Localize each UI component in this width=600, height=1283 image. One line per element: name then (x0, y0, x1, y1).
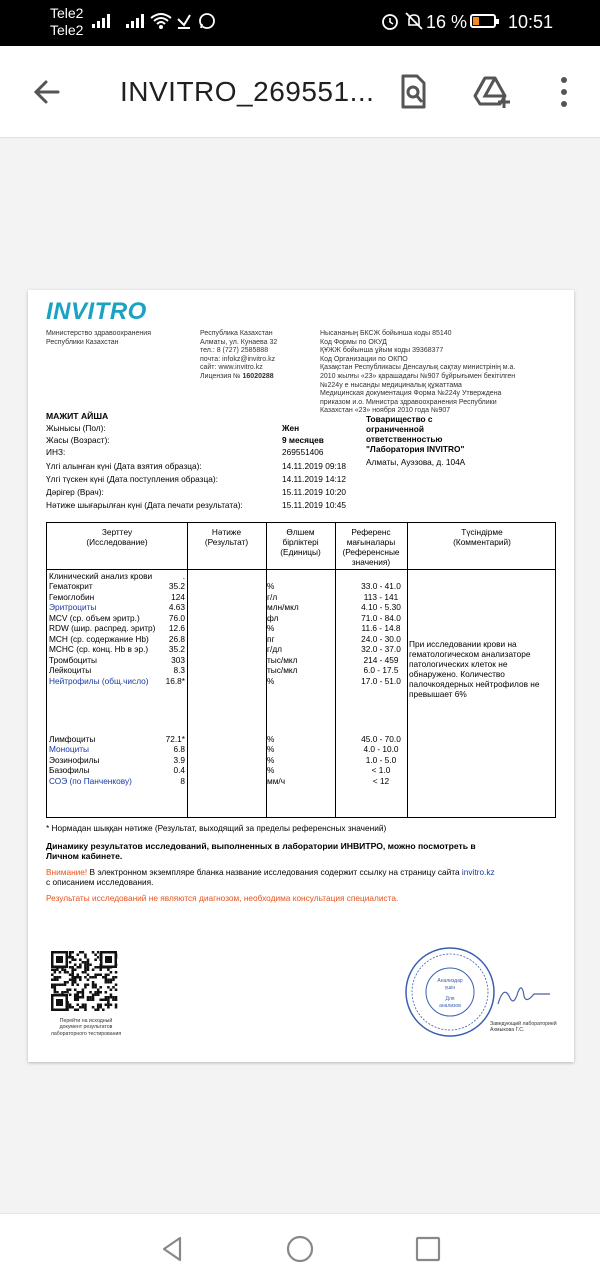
test-name: Лейкоциты (49, 665, 92, 675)
test-value: 12.6 (168, 623, 185, 633)
header-units: Өлшем бірліктері (Единицы) (280, 527, 321, 557)
test-reference: 6.0 - 17.5 (363, 665, 399, 675)
info-value: 9 месяцев (282, 435, 324, 445)
test-value: 0.4 (173, 765, 185, 775)
info-value: 15.11.2019 10:20 (282, 487, 346, 497)
signal-icon (126, 12, 144, 28)
invitro-logo: INVITRO (46, 298, 147, 325)
document-title: INVITRO_269551... (120, 76, 375, 107)
header-result: Нәтиже (Результат) (204, 527, 249, 547)
info-label: Дәрігер (Врач): (46, 487, 104, 497)
test-unit: % (267, 744, 275, 754)
patient-name: МАЖИТ АЙША (46, 411, 109, 421)
lab-comment: При исследовании крови на гематологическом анализаторе патологических клеток не обнаружено. Количество палочкоядерных нейтрофилов не превышает 6% (409, 639, 540, 699)
test-value: 35.2 (168, 581, 185, 591)
table-row[interactable] (47, 744, 557, 755)
test-name: RDW (шир. распред. эритр) (49, 623, 156, 633)
test-reference: < 12 (372, 776, 390, 786)
test-reference: 4.0 - 10.0 (363, 744, 399, 754)
wifi-icon (150, 12, 172, 30)
navigation-bar (0, 1213, 600, 1283)
attention-note: Внимание! В электронном экземпляре бланка название исследования содержит ссылку на страницу сайта invitro.kz с описанием исследования. (46, 867, 495, 887)
test-name: Нейтрофилы (общ.число) (49, 676, 149, 686)
drive-add-icon[interactable] (472, 72, 512, 112)
test-name: СОЭ (по Панченкову) (49, 776, 132, 786)
info-label: Үлгі алынған күні (Дата взятия образца): (46, 461, 202, 471)
test-unit: % (267, 676, 275, 686)
info-value: 269551406 (282, 447, 324, 457)
arrow-left-icon[interactable] (28, 74, 64, 110)
info-value: Жен (282, 423, 300, 433)
app-bar (0, 46, 600, 138)
qr-caption: Перейти на исходный документ результатов лабораторного тестирования (50, 1018, 122, 1037)
battery-percent: 16 % (426, 12, 468, 32)
test-reference: 33.0 - 41.0 (361, 581, 401, 591)
test-value: 8 (180, 776, 185, 786)
carrier-1: Tele2 (50, 5, 84, 21)
test-unit: млн/мкл (267, 602, 299, 612)
dynamics-note: Динамику результатов исследований, выполненных в лаборатории ИНВИТРО, можно посмотреть в Личном кабинете. (46, 841, 476, 861)
test-name: Клинический анализ крови (49, 571, 153, 581)
header-comment: Түсіндірме (Комментарий) (453, 527, 511, 547)
test-value: 72.1* (165, 734, 185, 744)
clock: 10:51 (508, 12, 554, 32)
test-unit: тыс/мкл (267, 665, 298, 675)
test-reference: < 1.0 (371, 765, 391, 775)
test-reference: 11.6 - 14.8 (361, 623, 401, 633)
info-label: Үлгі түскен күні (Дата поступления образца): (46, 474, 218, 484)
test-name: Эозинофилы (49, 755, 100, 765)
test-name: Базофилы (49, 765, 90, 775)
test-reference: 4.10 - 5.30 (361, 602, 401, 612)
test-name: Гематокрит (49, 581, 93, 591)
table-row (47, 623, 557, 634)
test-unit: тыс/мкл (267, 655, 298, 665)
info-value: 14.11.2019 14:12 (282, 474, 346, 484)
test-name: Эритроциты (49, 602, 97, 612)
svg-text:анализов: анализов (439, 1003, 461, 1009)
info-value: 15.11.2019 10:45 (282, 500, 346, 510)
alarm-icon (380, 11, 400, 31)
recents-square-icon[interactable] (413, 1234, 443, 1264)
test-reference: 214 - 459 (363, 655, 399, 665)
test-unit: % (267, 734, 275, 744)
mute-icon (404, 11, 424, 31)
search-doc-icon[interactable] (393, 72, 433, 112)
header-form-codes: Нысананың БКСЖ бойынша коды 85140 Код Формы по ОКУД ҚҰЖЖ бойынша ұйым коды 39368377 Код Организации по ОКПО Қазақстан Республикасы Денсаулық сақтау министрінің м.а. 2010 жылғы «23» қарашадағы №907 бұйрығымен бекітілген №224у е нысанды медициналық құжаттама Медицинская документация Форма №224у Утверждена приказом и.о. Министра здравоохранения Республики Казахстан «23» ноября 2010 года №907 (320, 330, 516, 415)
info-label: Жынысы (Пол): (46, 423, 106, 433)
info-label: Нәтиже шығарылған күні (Дата печати результата): (46, 500, 243, 510)
results-table (46, 522, 556, 818)
header-address: Республика Казахстан Алматы, ул. Кунаева 32 тел.: 8 (727) 2585888 почта: infokz@invitro.kz сайт: www.invitro.kz Лицензия № 16020288 (200, 330, 278, 380)
test-value: 124 (171, 592, 185, 602)
test-reference: 113 - 141 (363, 592, 399, 602)
table-row[interactable] (47, 776, 557, 787)
test-reference: 71.0 - 84.0 (361, 613, 401, 623)
test-unit: % (267, 755, 275, 765)
test-unit: г/л (267, 592, 278, 602)
test-value: 303 (171, 655, 185, 665)
table-row (47, 581, 557, 592)
test-value: 26.8 (168, 634, 185, 644)
qr-code-icon[interactable] (50, 950, 118, 1012)
test-value: 6.8 (173, 744, 185, 754)
test-name: Тромбоциты (49, 655, 97, 665)
header-reference: Референс мағыналары (Референсные значения) (342, 527, 400, 567)
test-name: Лимфоциты (49, 734, 96, 744)
lab-company: Товарищество с ограниченной ответственностью "Лаборатория INVITRO" Алматы, Ауэзова, д. 104А (366, 414, 466, 467)
lab-stamp-icon (404, 946, 496, 1038)
test-unit: % (267, 623, 275, 633)
more-icon[interactable] (548, 72, 588, 112)
test-value: 76.0 (168, 613, 185, 623)
test-reference: 24.0 - 30.0 (361, 634, 401, 644)
info-label: ИНЗ: (46, 447, 66, 457)
signature-caption: Заведующий лабораторией Ахмыкова Г.С. (490, 1021, 557, 1034)
footnote: * Нормадан шыққан нәтиже (Результат, выходящий за пределы референсных значений) (46, 823, 387, 833)
test-unit: % (267, 765, 275, 775)
svg-text:үшін: үшін (444, 985, 456, 991)
header-ministry: Министерство здравоохранения Республики Казахстан (46, 330, 151, 346)
test-reference: 32.0 - 37.0 (361, 644, 401, 654)
test-reference: 45.0 - 70.0 (361, 734, 401, 744)
svg-text:Анализдар: Анализдар (437, 978, 463, 984)
status-bar (0, 0, 600, 46)
test-reference: 17.0 - 51.0 (361, 676, 401, 686)
home-circle-icon[interactable] (285, 1234, 315, 1264)
signal-icon (92, 12, 110, 28)
signature-icon (494, 980, 554, 1010)
test-value: 4.63 (168, 602, 185, 612)
test-value: 16.8* (165, 676, 185, 686)
table-row (47, 765, 557, 776)
carrier-2: Tele2 (50, 22, 84, 38)
test-value: . (182, 571, 185, 581)
invitro-link[interactable]: invitro.kz (461, 867, 495, 877)
test-unit: фл (267, 613, 279, 623)
test-name: Гемоглобин (49, 592, 95, 602)
info-value: 14.11.2019 09:18 (282, 461, 346, 471)
test-unit: мм/ч (267, 776, 286, 786)
table-row[interactable] (47, 602, 557, 613)
back-triangle-icon[interactable] (158, 1234, 188, 1264)
disclaimer: Результаты исследований не являются диагнозом, необходима консультация специалиста. (46, 893, 399, 903)
svg-text:Для: Для (445, 996, 455, 1002)
download-icon (176, 13, 192, 31)
test-reference: 1.0 - 5.0 (365, 755, 397, 765)
whatsapp-icon (198, 12, 216, 30)
test-unit: г/дл (267, 644, 283, 654)
test-value: 8.3 (173, 665, 185, 675)
test-name: MCV (ср. объем эритр.) (49, 613, 140, 623)
test-name: Моноциты (49, 744, 89, 754)
document-page (28, 290, 574, 1062)
test-unit: % (267, 581, 275, 591)
test-name: MCH (ср. содержание Hb) (49, 634, 149, 644)
info-label: Жасы (Возраст): (46, 435, 110, 445)
header-study: Зерттеу (Исследование) (86, 527, 148, 547)
test-value: 3.9 (173, 755, 185, 765)
test-name: MCHC (ср. конц. Hb в эр.) (49, 644, 149, 654)
test-value: 35.2 (168, 644, 185, 654)
test-unit: пг (267, 634, 275, 644)
battery-icon (470, 14, 496, 28)
